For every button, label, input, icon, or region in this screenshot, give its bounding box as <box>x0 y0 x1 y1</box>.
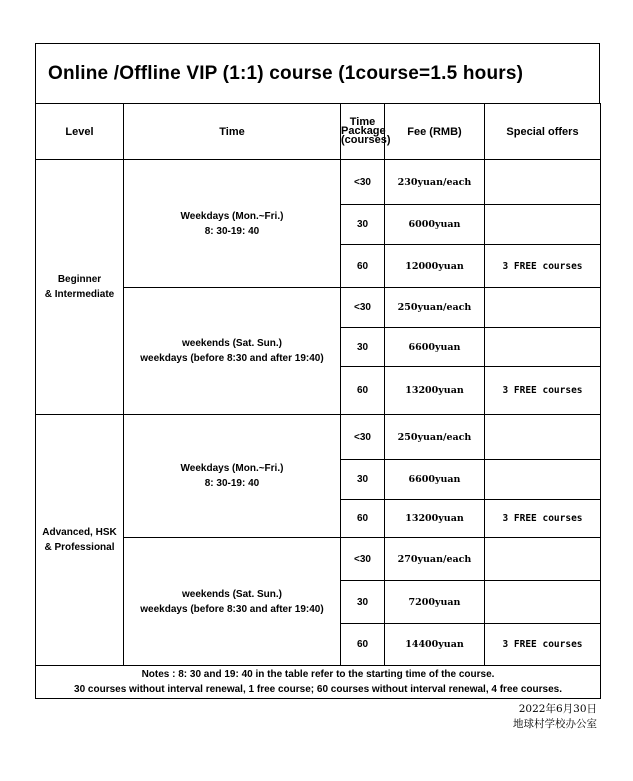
offer-cell <box>485 538 601 581</box>
header-time: Time <box>124 104 341 160</box>
notes-line1: Notes : 8: 30 and 19: 40 in the table refer to the starting time of the course. <box>141 669 495 680</box>
time-line2: weekdays (before 8:30 and after 19:40) <box>140 603 324 615</box>
offer-cell: 3 FREE courses <box>485 245 601 288</box>
fee-cell: 6000yuan <box>385 205 485 245</box>
time-cell <box>124 538 341 666</box>
level-name-line1: Beginner <box>57 274 102 285</box>
level-cell-beginner <box>36 160 124 415</box>
notes-line2: 30 courses without interval renewal, 1 free course; 60 courses without interval renewal, 4 free courses. <box>74 684 562 695</box>
package-cell: 60 <box>341 245 385 288</box>
package-cell: 30 <box>341 328 385 367</box>
package-cell: <30 <box>341 415 385 460</box>
header-package-line2: Package <box>341 125 386 137</box>
header-package <box>341 104 391 160</box>
footer-date: 2022年6月30日 <box>518 703 597 715</box>
time-line1: weekends (Sat. Sun.) <box>181 588 283 600</box>
notes-row <box>36 666 601 699</box>
offer-cell: 3 FREE courses <box>485 624 601 666</box>
fee-cell: 6600yuan <box>385 328 485 367</box>
package-cell: <30 <box>341 538 385 581</box>
fee-cell: 250yuan/each <box>385 415 485 460</box>
header-package-line3: (courses) <box>341 134 391 146</box>
notes-cell <box>36 666 601 699</box>
header-fee: Fee (RMB) <box>385 104 485 160</box>
level-name-line1: Advanced, HSK <box>42 527 117 538</box>
fee-cell: 250yuan/each <box>385 288 485 328</box>
offer-cell: 3 FREE courses <box>485 367 601 415</box>
footer-office: 地球村学校办公室 <box>513 718 597 730</box>
fee-cell: 13200yuan <box>385 500 485 538</box>
fee-table <box>35 103 601 699</box>
offer-cell <box>485 415 601 460</box>
header-package-line1: Time <box>349 116 376 128</box>
time-line2: weekdays (before 8:30 and after 19:40) <box>140 353 324 364</box>
header-row <box>36 104 601 160</box>
offer-cell <box>485 205 601 245</box>
time-line2: 8: 30-19: 40 <box>204 478 260 489</box>
title-box <box>35 43 600 103</box>
package-cell: 30 <box>341 460 385 500</box>
header-level: Level <box>36 104 124 160</box>
table-row <box>36 415 601 460</box>
level-name-line2: & Professional <box>44 542 115 553</box>
offer-cell <box>485 581 601 624</box>
time-cell <box>124 160 341 288</box>
time-line1: Weekdays (Mon.~Fri.) <box>180 463 284 474</box>
fee-cell: 230yuan/each <box>385 160 485 205</box>
package-cell: 60 <box>341 367 385 415</box>
level-name-line2: & Intermediate <box>44 289 115 300</box>
time-cell <box>124 288 341 415</box>
footer <box>513 702 597 732</box>
fee-cell: 13200yuan <box>385 367 485 415</box>
fee-cell: 14400yuan <box>385 624 485 666</box>
offer-cell <box>485 160 601 205</box>
package-cell: <30 <box>341 288 385 328</box>
offer-cell <box>485 288 601 328</box>
time-line2: 8: 30-19: 40 <box>204 225 260 237</box>
fee-cell: 270yuan/each <box>385 538 485 581</box>
fee-cell: 7200yuan <box>385 581 485 624</box>
offer-cell <box>485 460 601 500</box>
header-offers: Special offers <box>485 104 601 160</box>
fee-sheet <box>35 43 600 699</box>
fee-cell: 12000yuan <box>385 245 485 288</box>
package-cell: 30 <box>341 205 385 245</box>
offer-cell <box>485 328 601 367</box>
table-row <box>36 160 601 205</box>
package-cell: 30 <box>341 581 385 624</box>
package-cell: 60 <box>341 624 385 666</box>
level-cell-advanced <box>36 415 124 666</box>
time-cell <box>124 415 341 538</box>
time-line1: Weekdays (Mon.~Fri.) <box>180 210 284 222</box>
fee-cell: 6600yuan <box>385 460 485 500</box>
page-title: Online /Offline VIP (1:1) course (1course=1.5 hours) <box>48 62 524 84</box>
package-cell: <30 <box>341 160 385 205</box>
package-cell: 60 <box>341 500 385 538</box>
offer-cell: 3 FREE courses <box>485 500 601 538</box>
time-line1: weekends (Sat. Sun.) <box>181 338 283 349</box>
